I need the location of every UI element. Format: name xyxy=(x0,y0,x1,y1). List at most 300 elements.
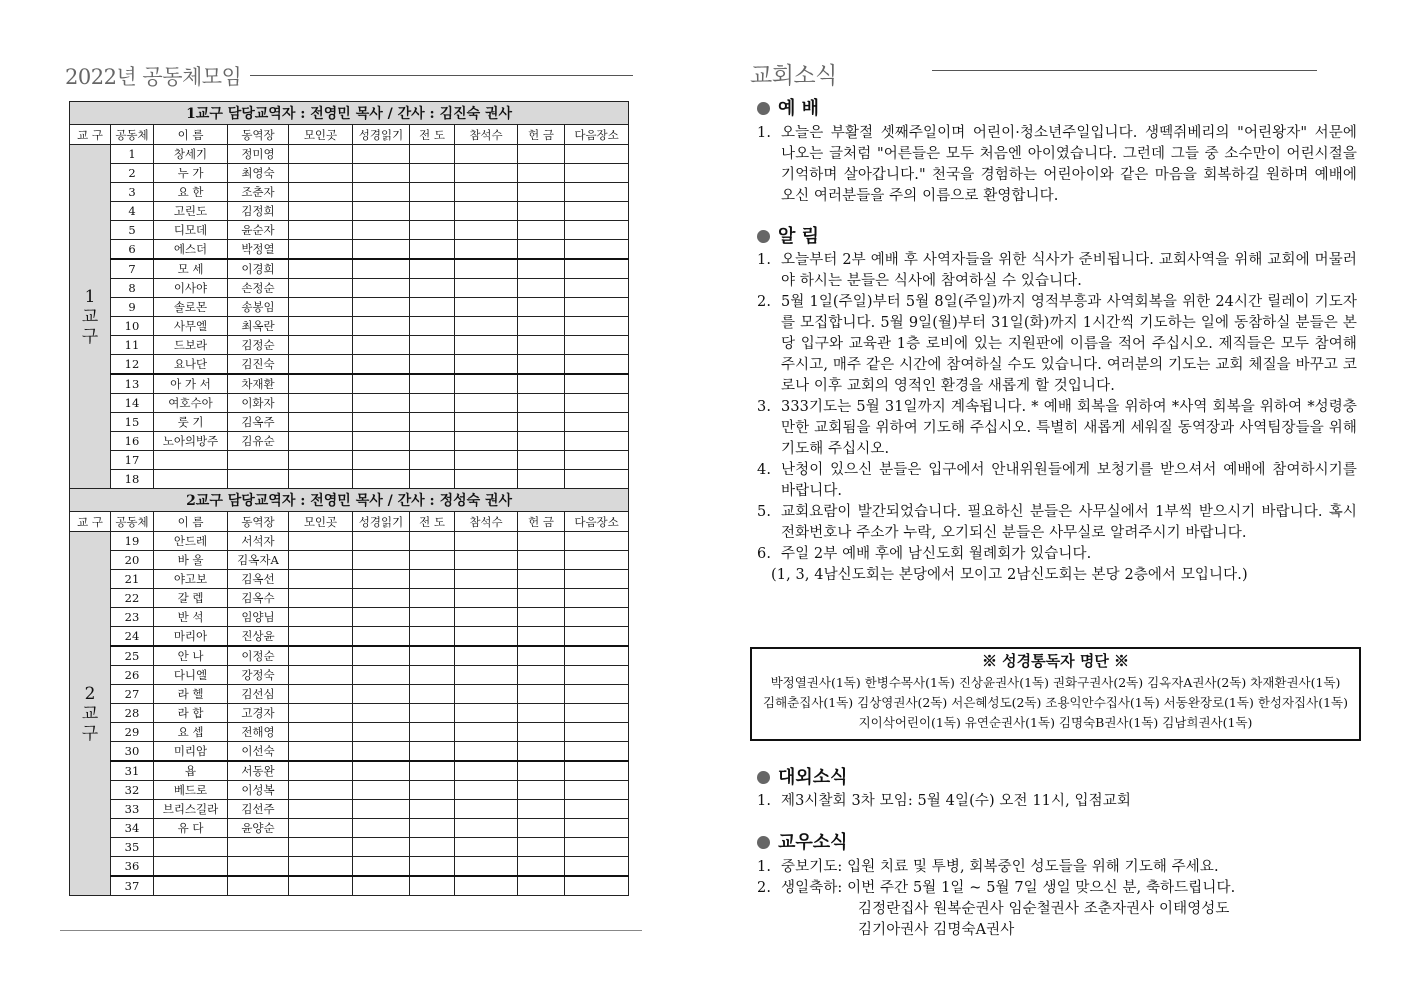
district-header-row xyxy=(70,102,629,125)
column-header: 다음장소 xyxy=(565,125,629,145)
bottom-rule xyxy=(60,930,642,931)
blank-cell xyxy=(455,704,518,723)
blank-cell xyxy=(518,202,565,221)
blank-cell xyxy=(289,761,353,781)
birthday-names: 김기아권사 김명숙A권사 xyxy=(858,922,1015,938)
table-row xyxy=(70,451,629,470)
blank-cell xyxy=(455,317,518,336)
blank-cell xyxy=(353,202,410,221)
group-name: 디모데 xyxy=(154,221,228,240)
table-row xyxy=(70,627,629,647)
table-row xyxy=(70,800,629,819)
group-leader: 김옥주 xyxy=(228,413,289,432)
column-header: 이 름 xyxy=(154,512,228,532)
group-name: 안 나 xyxy=(154,646,228,666)
blank-cell xyxy=(289,800,353,819)
blank-cell xyxy=(455,240,518,260)
blank-cell xyxy=(565,470,629,489)
table-row xyxy=(70,761,629,781)
group-leader xyxy=(228,451,289,470)
column-header: 전 도 xyxy=(410,125,455,145)
birthday-line: 생일축하: 이번 주간 5월 1일 ~ 5월 7일 생일 맞으신 분, 축하드립니다. xyxy=(781,880,1236,896)
group-number: 34 xyxy=(111,819,154,838)
blank-cell xyxy=(565,857,629,877)
group-name: 노아의방주 xyxy=(154,432,228,451)
blank-cell xyxy=(289,876,353,896)
blank-cell xyxy=(455,857,518,877)
group-number: 27 xyxy=(111,685,154,704)
column-header: 공동체 xyxy=(111,512,154,532)
group-name: 베드로 xyxy=(154,781,228,800)
blank-cell xyxy=(353,336,410,355)
group-name: 브리스길라 xyxy=(154,800,228,819)
column-header: 성경읽기 xyxy=(353,125,410,145)
group-leader: 정미영 xyxy=(228,145,289,164)
bullet-icon xyxy=(757,230,770,243)
group-number: 21 xyxy=(111,570,154,589)
district-label: 1 교 구 xyxy=(70,145,111,489)
group-name: 요 한 xyxy=(154,183,228,202)
table-row xyxy=(70,570,629,589)
group-number: 24 xyxy=(111,627,154,647)
bullet-icon xyxy=(757,102,770,115)
blank-cell xyxy=(410,589,455,608)
group-name: 솔로몬 xyxy=(154,298,228,317)
attendance-table-wrapper xyxy=(69,101,629,896)
right-title-rule xyxy=(932,70,1317,71)
blank-cell xyxy=(518,317,565,336)
group-number: 28 xyxy=(111,704,154,723)
blank-cell xyxy=(289,298,353,317)
birthday-names: 김정란집사 원복순권사 임순철권사 조춘자권사 이태영성도 xyxy=(858,901,1230,917)
group-number: 8 xyxy=(111,279,154,298)
blank-cell xyxy=(455,164,518,183)
blank-cell xyxy=(518,551,565,570)
group-name: 라 헬 xyxy=(154,685,228,704)
blank-cell xyxy=(518,781,565,800)
blank-cell xyxy=(518,704,565,723)
blank-cell xyxy=(353,761,410,781)
group-leader: 이선숙 xyxy=(228,742,289,762)
table-row xyxy=(70,183,629,202)
blank-cell xyxy=(518,589,565,608)
blank-cell xyxy=(518,413,565,432)
blank-cell xyxy=(353,532,410,551)
blank-cell xyxy=(410,355,455,375)
group-leader: 전해영 xyxy=(228,723,289,742)
table-row xyxy=(70,164,629,183)
blank-cell xyxy=(455,781,518,800)
group-name: 창세기 xyxy=(154,145,228,164)
blank-cell xyxy=(565,202,629,221)
blank-cell xyxy=(565,451,629,470)
blank-cell xyxy=(455,532,518,551)
blank-cell xyxy=(410,240,455,260)
blank-cell xyxy=(518,355,565,375)
group-name: 마리아 xyxy=(154,627,228,647)
group-number: 31 xyxy=(111,761,154,781)
table-row xyxy=(70,666,629,685)
blank-cell xyxy=(289,685,353,704)
blank-cell xyxy=(353,298,410,317)
blank-cell xyxy=(410,336,455,355)
blank-cell xyxy=(565,761,629,781)
blank-cell xyxy=(410,451,455,470)
blank-cell xyxy=(565,627,629,647)
blank-cell xyxy=(353,608,410,627)
group-number: 6 xyxy=(111,240,154,260)
blank-cell xyxy=(353,627,410,647)
column-header: 모인곳 xyxy=(289,125,353,145)
blank-cell xyxy=(455,800,518,819)
blank-cell xyxy=(410,164,455,183)
group-number: 14 xyxy=(111,394,154,413)
column-header: 이 름 xyxy=(154,125,228,145)
group-leader: 서석자 xyxy=(228,532,289,551)
group-number: 18 xyxy=(111,470,154,489)
group-name: 미리암 xyxy=(154,742,228,762)
blank-cell xyxy=(518,876,565,896)
blank-cell xyxy=(565,608,629,627)
group-number: 36 xyxy=(111,857,154,877)
group-leader xyxy=(228,470,289,489)
blank-cell xyxy=(289,532,353,551)
blank-cell xyxy=(565,685,629,704)
blank-cell xyxy=(410,761,455,781)
blank-cell xyxy=(289,413,353,432)
blank-cell xyxy=(410,202,455,221)
group-leader: 김옥선 xyxy=(228,570,289,589)
table-row xyxy=(70,589,629,608)
bible-box-line: 박정열권사(1독) 한병수목사(1독) 진상윤권사(1독) 권화구권사(2독) 김옥자A권사(2독) 차재환권사(1독) xyxy=(770,675,1341,690)
blank-cell xyxy=(455,451,518,470)
blank-cell xyxy=(518,627,565,647)
group-leader: 이경희 xyxy=(228,259,289,279)
blank-cell xyxy=(565,800,629,819)
group-number: 20 xyxy=(111,551,154,570)
blank-cell xyxy=(565,317,629,336)
members-section xyxy=(757,828,1357,941)
blank-cell xyxy=(518,608,565,627)
group-leader: 박정열 xyxy=(228,240,289,260)
attendance-table xyxy=(69,101,629,896)
blank-cell xyxy=(410,742,455,762)
column-header-row xyxy=(70,512,629,532)
group-number: 12 xyxy=(111,355,154,375)
bible-reader-box xyxy=(750,647,1361,741)
group-leader: 서동완 xyxy=(228,761,289,781)
blank-cell xyxy=(455,819,518,838)
blank-cell xyxy=(455,627,518,647)
blank-cell xyxy=(518,723,565,742)
blank-cell xyxy=(289,857,353,877)
group-name: 요 셉 xyxy=(154,723,228,742)
group-leader: 임양님 xyxy=(228,608,289,627)
external-item: 1. 제3시찰회 3차 모임: 5월 4일(수) 오전 11시, 입점교회 xyxy=(757,793,1131,809)
table-row xyxy=(70,608,629,627)
blank-cell xyxy=(518,742,565,762)
group-name xyxy=(154,876,228,896)
column-header: 헌 금 xyxy=(518,125,565,145)
blank-cell xyxy=(410,259,455,279)
blank-cell xyxy=(455,355,518,375)
column-header: 전 도 xyxy=(410,512,455,532)
table-row xyxy=(70,838,629,857)
blank-cell xyxy=(455,646,518,666)
notice-note: (1, 3, 4남신도회는 본당에서 모이고 2남신도회는 본당 2층에서 모입니다.) xyxy=(771,567,1248,583)
blank-cell xyxy=(518,819,565,838)
blank-cell xyxy=(410,781,455,800)
group-name xyxy=(154,451,228,470)
district-header: 2교구 담당교역자 : 전영민 목사 / 간사 : 정성숙 권사 xyxy=(70,489,629,512)
blank-cell xyxy=(410,145,455,164)
group-number: 33 xyxy=(111,800,154,819)
blank-cell xyxy=(518,685,565,704)
blank-cell xyxy=(353,432,410,451)
table-row xyxy=(70,355,629,375)
bible-box-heading: ※ 성경통독자 명단 ※ xyxy=(981,652,1130,670)
bible-box-line: 지이삭어린이(1독) 유연순권사(1독) 김명숙B권사(1독) 김남희권사(1독) xyxy=(858,715,1253,730)
blank-cell xyxy=(289,608,353,627)
blank-cell xyxy=(410,374,455,394)
blank-cell xyxy=(455,608,518,627)
blank-cell xyxy=(289,317,353,336)
blank-cell xyxy=(289,240,353,260)
blank-cell xyxy=(289,838,353,857)
blank-cell xyxy=(565,183,629,202)
blank-cell xyxy=(565,646,629,666)
group-leader: 김정희 xyxy=(228,202,289,221)
blank-cell xyxy=(455,876,518,896)
table-row xyxy=(70,470,629,489)
blank-cell xyxy=(518,336,565,355)
blank-cell xyxy=(518,394,565,413)
group-name: 이사야 xyxy=(154,279,228,298)
group-leader: 김진숙 xyxy=(228,355,289,375)
blank-cell xyxy=(518,838,565,857)
blank-cell xyxy=(353,355,410,375)
blank-cell xyxy=(289,570,353,589)
group-number: 19 xyxy=(111,532,154,551)
blank-cell xyxy=(455,183,518,202)
group-name: 라 합 xyxy=(154,704,228,723)
column-header-row xyxy=(70,125,629,145)
group-name: 사무엘 xyxy=(154,317,228,336)
column-header: 동역장 xyxy=(228,125,289,145)
table-row xyxy=(70,704,629,723)
blank-cell xyxy=(289,394,353,413)
group-name: 안드레 xyxy=(154,532,228,551)
list-item: 2. 5월 1일(주일)부터 5월 8일(주일)까지 영적부흥과 사역회복을 위한 24시간 릴레이 기도자를 모집합니다. 5월 9일(월)부터 31일(화)까지 1시간씩 기도하는 일에 동참하실 분들은 본당 입구와 교육관 1층 로비에 있는 지원판에 이름을 적어 주십시오. 제직들은 모두 참여해 주시고, 매주 같은 시간에 참여하실 수도 있습니다. 여러분의 기도는 교회 체질을 바꾸고 코로나 이후 교회의 영적인 환경을 새롭게 할 것입니다. xyxy=(757,294,1357,394)
blank-cell xyxy=(289,551,353,570)
group-number: 32 xyxy=(111,781,154,800)
left-page-title: 2022년 공동체모임 xyxy=(65,65,242,89)
group-leader xyxy=(228,838,289,857)
blank-cell xyxy=(289,145,353,164)
blank-cell xyxy=(289,470,353,489)
group-number: 7 xyxy=(111,259,154,279)
group-number: 10 xyxy=(111,317,154,336)
blank-cell xyxy=(518,761,565,781)
table-row xyxy=(70,685,629,704)
table-row xyxy=(70,646,629,666)
column-header: 모인곳 xyxy=(289,512,353,532)
table-row xyxy=(70,374,629,394)
blank-cell xyxy=(410,646,455,666)
group-leader xyxy=(228,857,289,877)
group-name: 바 울 xyxy=(154,551,228,570)
blank-cell xyxy=(289,646,353,666)
blank-cell xyxy=(455,589,518,608)
blank-cell xyxy=(410,666,455,685)
group-number: 1 xyxy=(111,145,154,164)
blank-cell xyxy=(455,221,518,240)
group-name: 드보라 xyxy=(154,336,228,355)
column-header: 참석수 xyxy=(455,125,518,145)
blank-cell xyxy=(455,259,518,279)
blank-cell xyxy=(410,298,455,317)
list-item: 4. 난청이 있으신 분들은 입구에서 안내위원들에게 보청기를 받으셔서 예배에 참여하시기를 바랍니다. xyxy=(757,462,1357,499)
group-leader: 김정순 xyxy=(228,336,289,355)
blank-cell xyxy=(289,451,353,470)
blank-cell xyxy=(565,145,629,164)
group-number: 26 xyxy=(111,666,154,685)
notices-list xyxy=(757,250,1357,565)
group-number: 37 xyxy=(111,876,154,896)
blank-cell xyxy=(455,202,518,221)
blank-cell xyxy=(410,627,455,647)
group-leader: 손정순 xyxy=(228,279,289,298)
group-name: 요나단 xyxy=(154,355,228,375)
group-leader: 김옥자A xyxy=(228,551,289,570)
table-row xyxy=(70,723,629,742)
table-row xyxy=(70,240,629,260)
blank-cell xyxy=(565,723,629,742)
group-number: 13 xyxy=(111,374,154,394)
blank-cell xyxy=(565,838,629,857)
blank-cell xyxy=(289,723,353,742)
list-item: 5. 교회요람이 발간되었습니다. 필요하신 분들은 사무실에서 1부씩 받으시기 바랍니다. 혹시 전화번호나 주소가 누락, 오기되신 분들은 사무실로 알려주시기 바랍니다. xyxy=(757,504,1357,541)
group-leader: 최영숙 xyxy=(228,164,289,183)
group-number: 25 xyxy=(111,646,154,666)
blank-cell xyxy=(410,704,455,723)
group-name: 여호수아 xyxy=(154,394,228,413)
table-row xyxy=(70,317,629,336)
group-number: 9 xyxy=(111,298,154,317)
blank-cell xyxy=(518,451,565,470)
blank-cell xyxy=(289,355,353,375)
title-rule xyxy=(250,75,633,76)
column-header: 교 구 xyxy=(70,125,111,145)
blank-cell xyxy=(353,259,410,279)
blank-cell xyxy=(289,704,353,723)
prayer-line: 중보기도: 입원 치료 및 투병, 회복중인 성도들을 위해 기도해 주세요. xyxy=(781,859,1219,875)
worship-heading: 예 배 xyxy=(757,94,1357,120)
group-leader: 이성복 xyxy=(228,781,289,800)
group-leader: 고경자 xyxy=(228,704,289,723)
blank-cell xyxy=(410,413,455,432)
group-name: 모 세 xyxy=(154,259,228,279)
group-number: 17 xyxy=(111,451,154,470)
blank-cell xyxy=(518,470,565,489)
worship-section xyxy=(757,94,1357,207)
group-leader xyxy=(228,876,289,896)
group-number: 29 xyxy=(111,723,154,742)
blank-cell xyxy=(353,394,410,413)
blank-cell xyxy=(410,800,455,819)
list-item: 3. 333기도는 5월 31일까지 계속됩니다. * 예배 회복을 위하여 *사역 회복을 위하여 *성령충만한 교회됨을 위하여 기도해 주십시오. 특별히 새롭게 세워질 동역장과 사역팀장들을 위해 기도해 주십시오. xyxy=(757,399,1357,457)
blank-cell xyxy=(353,164,410,183)
group-name: 유 다 xyxy=(154,819,228,838)
table-row xyxy=(70,413,629,432)
blank-cell xyxy=(565,532,629,551)
blank-cell xyxy=(410,857,455,877)
group-number: 2 xyxy=(111,164,154,183)
group-leader: 김유순 xyxy=(228,432,289,451)
blank-cell xyxy=(289,819,353,838)
group-name: 다니엘 xyxy=(154,666,228,685)
list-item: 1. 오늘은 부활절 셋째주일이며 어린이·청소년주일입니다. 생떽쥐베리의 "어린왕자" 서문에 나오는 글처럼 "어른들은 모두 처음엔 아이였습니다. 그런데 그들 중 소수만이 어린시절을 기억하며 살아갑니다." 천국을 경험하는 어린아이와 같은 마음을 회복하길 원하며 예배에 오신 여러분들을 주의 이름으로 환영합니다. xyxy=(757,125,1357,204)
group-leader: 이화자 xyxy=(228,394,289,413)
column-header: 공동체 xyxy=(111,125,154,145)
group-number: 5 xyxy=(111,221,154,240)
blank-cell xyxy=(518,183,565,202)
blank-cell xyxy=(289,781,353,800)
group-name: 반 석 xyxy=(154,608,228,627)
blank-cell xyxy=(353,800,410,819)
district-header: 1교구 담당교역자 : 전영민 목사 / 간사 : 김진숙 권사 xyxy=(70,102,629,125)
blank-cell xyxy=(410,723,455,742)
table-row xyxy=(70,551,629,570)
blank-cell xyxy=(353,470,410,489)
blank-cell xyxy=(518,164,565,183)
blank-cell xyxy=(518,298,565,317)
blank-cell xyxy=(455,470,518,489)
blank-cell xyxy=(565,666,629,685)
blank-cell xyxy=(289,432,353,451)
table-row xyxy=(70,781,629,800)
blank-cell xyxy=(289,742,353,762)
blank-cell xyxy=(518,432,565,451)
table-row xyxy=(70,279,629,298)
blank-cell xyxy=(455,145,518,164)
blank-cell xyxy=(565,413,629,432)
column-header: 참석수 xyxy=(455,512,518,532)
blank-cell xyxy=(410,819,455,838)
blank-cell xyxy=(565,781,629,800)
blank-cell xyxy=(565,240,629,260)
group-number: 22 xyxy=(111,589,154,608)
table-row xyxy=(70,432,629,451)
blank-cell xyxy=(455,685,518,704)
table-row xyxy=(70,259,629,279)
group-name xyxy=(154,838,228,857)
blank-cell xyxy=(565,374,629,394)
group-number: 3 xyxy=(111,183,154,202)
blank-cell xyxy=(289,164,353,183)
blank-cell xyxy=(353,838,410,857)
members-heading: 교우소식 xyxy=(757,828,1357,854)
table-row xyxy=(70,221,629,240)
blank-cell xyxy=(455,570,518,589)
group-number: 16 xyxy=(111,432,154,451)
blank-cell xyxy=(455,374,518,394)
table-row xyxy=(70,819,629,838)
blank-cell xyxy=(410,221,455,240)
blank-cell xyxy=(410,279,455,298)
blank-cell xyxy=(518,374,565,394)
list-item: 6. 주일 2부 예배 후에 남신도회 월례회가 있습니다. xyxy=(757,546,1092,562)
